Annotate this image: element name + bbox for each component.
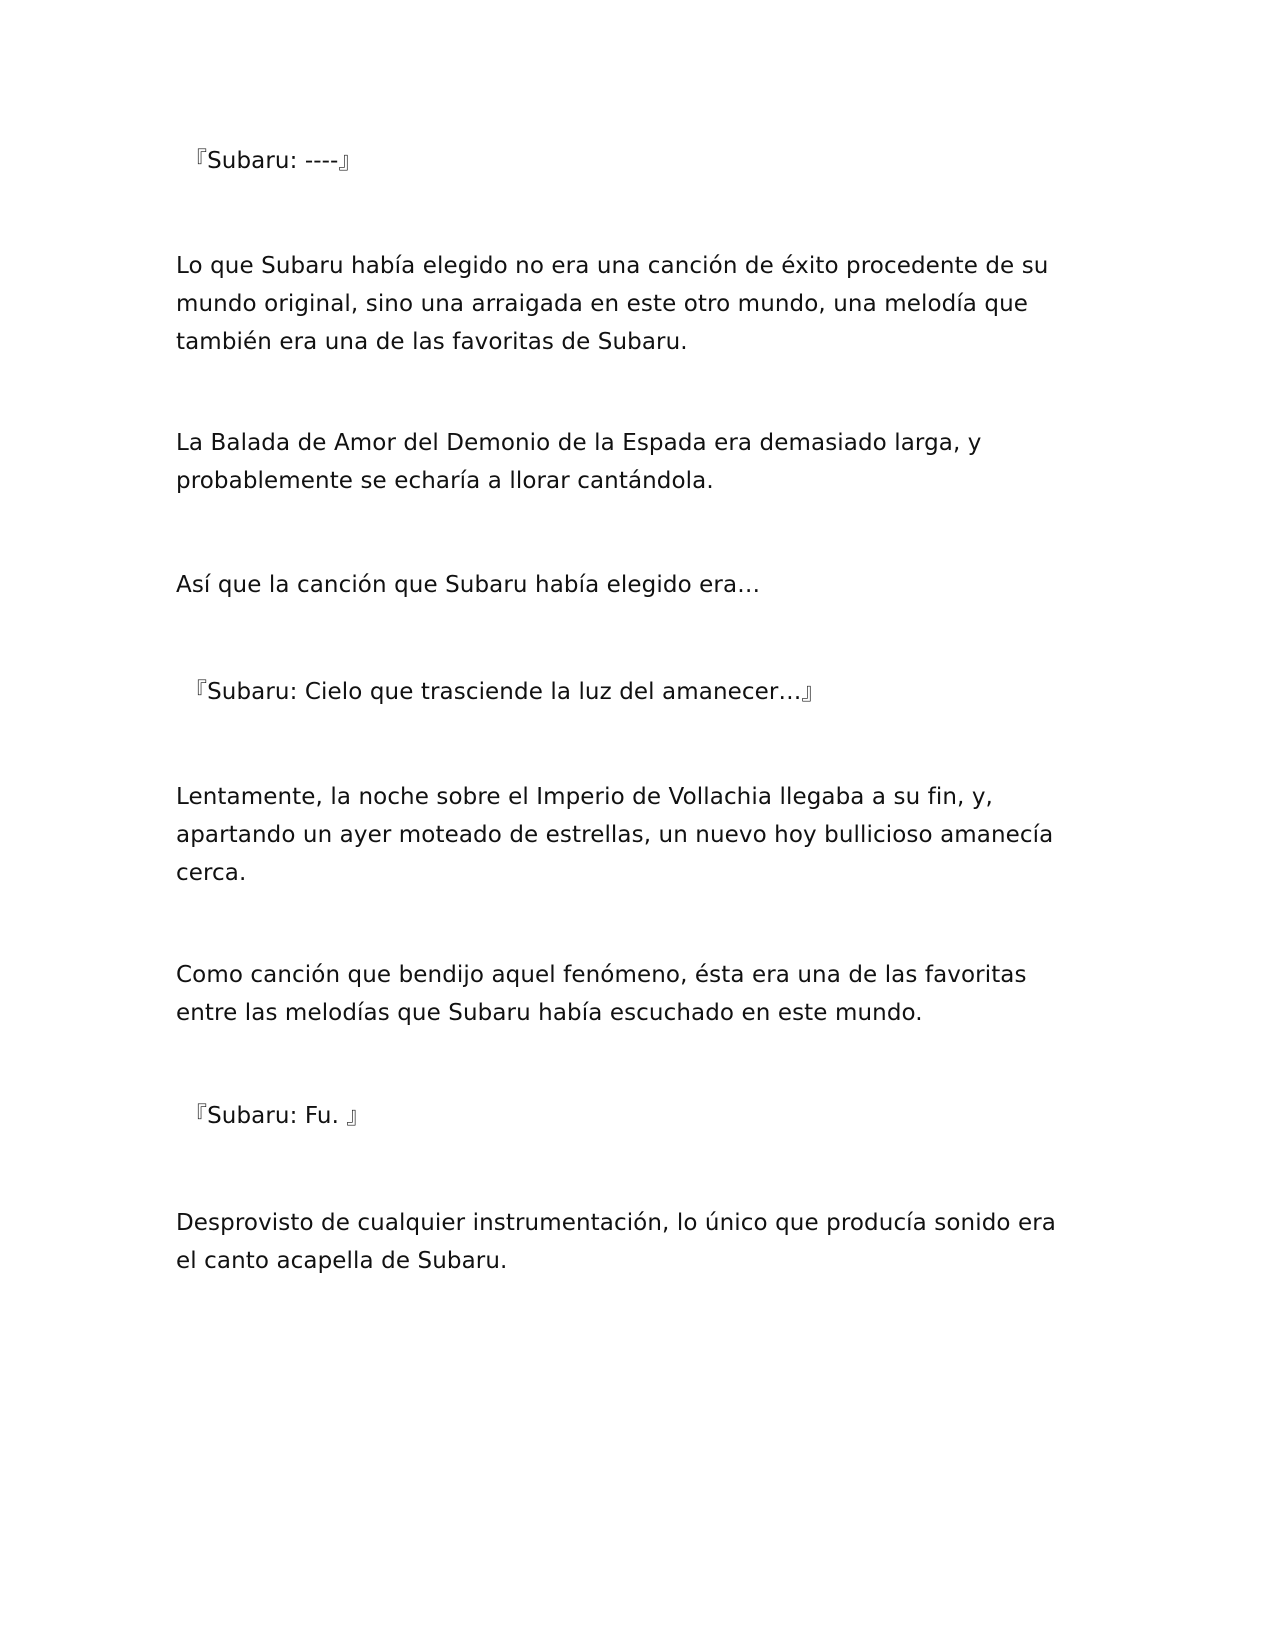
text-line: Desprovisto de cualquier instrumentación, lo único que producía sonido era xyxy=(176,1210,1056,1236)
text-line: 『Subaru: Cielo que trasciende la luz del amanecer…』 xyxy=(184,679,825,705)
text-line: La Balada de Amor del Demonio de la Espada era demasiado larga, y xyxy=(176,430,982,456)
text-line: apartando un ayer moteado de estrellas, un nuevo hoy bullicioso amanecía xyxy=(176,822,1054,848)
text-line: Lentamente, la noche sobre el Imperio de Vollachia llegaba a su fin, y, xyxy=(176,784,993,810)
paragraph xyxy=(176,566,1096,604)
text-line: mundo original, sino una arraigada en este otro mundo, una melodía que xyxy=(176,291,1029,317)
paragraph xyxy=(176,424,1096,500)
text-line: el canto acapella de Subaru. xyxy=(176,1248,508,1274)
dialogue-line xyxy=(184,142,1104,180)
text-line: también era una de las favoritas de Subaru. xyxy=(176,329,688,355)
text-line: 『Subaru: ----』 xyxy=(184,148,362,174)
text-line: Lo que Subaru había elegido no era una canción de éxito procedente de su xyxy=(176,253,1049,279)
text-line: probablemente se echaría a llorar cantándola. xyxy=(176,468,714,494)
text-line: cerca. xyxy=(176,860,247,886)
paragraph xyxy=(176,956,1096,1032)
text-line: 『Subaru: Fu. 』 xyxy=(184,1103,370,1129)
text-line: entre las melodías que Subaru había escuchado en este mundo. xyxy=(176,1000,923,1026)
text-line: Así que la canción que Subaru había elegido era… xyxy=(176,572,761,598)
paragraph xyxy=(176,247,1096,361)
dialogue-line xyxy=(184,1097,1104,1135)
paragraph xyxy=(176,1204,1096,1280)
dialogue-line xyxy=(184,673,1104,711)
text-line: Como canción que bendijo aquel fenómeno, ésta era una de las favoritas xyxy=(176,962,1027,988)
paragraph xyxy=(176,778,1096,892)
